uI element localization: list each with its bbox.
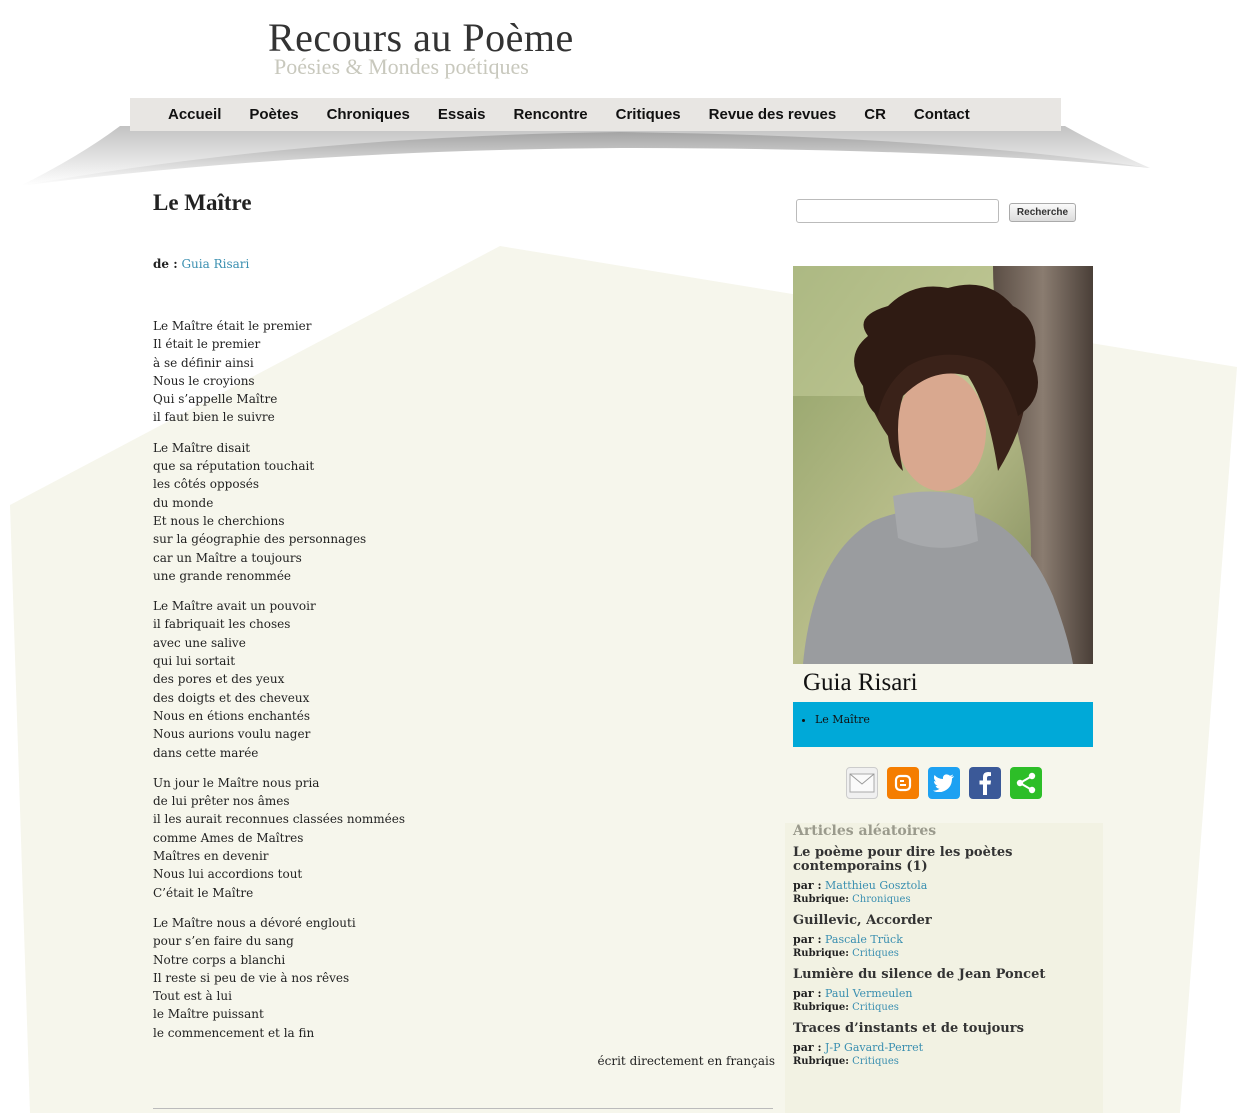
nav-critiques[interactable]: Critiques: [615, 106, 681, 123]
nav-cr[interactable]: CR: [864, 106, 886, 123]
rubric-label: Rubrique:: [793, 1056, 849, 1067]
poem-line: Nous le croyions: [153, 373, 255, 388]
random-article-item: [793, 1022, 1095, 1069]
poem-line: du monde: [153, 495, 214, 510]
random-article-rubric: [793, 893, 1095, 907]
author-link[interactable]: Guia Risari: [181, 257, 250, 271]
poem-line: Un jour le Maître nous pria: [153, 775, 320, 790]
random-article-title[interactable]: Le poème pour dire les poètes contemporains (1): [793, 845, 1013, 874]
article: [153, 190, 775, 1068]
random-article-byline: [793, 987, 1095, 1001]
random-article-author[interactable]: J-P Gavard-Perret: [825, 1041, 924, 1054]
search-button[interactable]: Recherche: [1009, 203, 1076, 222]
rubric-label: Rubrique:: [793, 894, 849, 905]
random-articles-heading: Articles aléatoires: [793, 823, 937, 839]
nav-revue-des-revues[interactable]: Revue des revues: [708, 106, 837, 123]
nav-essais[interactable]: Essais: [437, 106, 486, 123]
site-title[interactable]: Recours au Poème: [268, 15, 574, 60]
poem-line: à se définir ainsi: [153, 355, 254, 370]
poem-line: Maîtres en devenir: [153, 849, 269, 864]
poem-line: Le Maître nous a dévoré englouti: [153, 915, 356, 930]
byline-label: de :: [153, 257, 178, 271]
random-article-rubric: [793, 947, 1095, 961]
poem-line: car un Maître a toujours: [153, 550, 302, 565]
share-bar: [846, 767, 1042, 799]
random-article-item: [793, 846, 1095, 907]
poem-line: Le Maître était le premier: [153, 319, 312, 333]
poem-line: Nous en étions enchantés: [153, 708, 311, 723]
poem-line: le commencement et la fin: [153, 1025, 315, 1040]
poem-line: Nous aurions voulu nager: [153, 727, 311, 742]
poem-line: une grande renommée: [153, 568, 292, 583]
poem-line: qui lui sortait: [153, 654, 236, 669]
twitter-icon[interactable]: [928, 767, 960, 799]
poem-line: Tout est à lui: [153, 989, 232, 1004]
poem-line: que sa réputation touchait: [153, 459, 315, 474]
random-article-title[interactable]: Lumière du silence de Jean Poncet: [793, 967, 1046, 982]
poem-line: Notre corps a blanchi: [153, 952, 286, 967]
random-article-item: [793, 914, 1095, 961]
main-nav: [130, 98, 1061, 131]
random-article-byline: [793, 1041, 1095, 1055]
language-note: écrit directement en français: [597, 1053, 775, 1068]
poem-line: Qui s’appelle Maître: [153, 392, 278, 407]
random-article-rubric-link[interactable]: Critiques: [852, 1056, 899, 1067]
article-title: Le Maître: [153, 190, 252, 215]
poem-stanza: [153, 317, 775, 427]
divider: [153, 1108, 773, 1109]
poem-stanza: [153, 914, 775, 1042]
nav-rencontre[interactable]: Rencontre: [513, 106, 588, 123]
nav-chroniques[interactable]: Chroniques: [326, 106, 410, 123]
poem-line: il les aurait reconnues classées nommées: [153, 812, 405, 827]
poem-line: le Maître puissant: [153, 1007, 264, 1022]
poem-line: pour s’en faire du sang: [153, 934, 294, 949]
poem: [153, 317, 775, 1042]
random-article-title[interactable]: Traces d’instants et de toujours: [793, 1021, 1024, 1036]
nav-poetes[interactable]: Poètes: [249, 106, 299, 123]
poem-stanza: [153, 597, 775, 762]
nav-contact[interactable]: Contact: [913, 106, 970, 123]
random-article-rubric-link[interactable]: Critiques: [852, 948, 899, 959]
share-icon[interactable]: [1010, 767, 1042, 799]
poem-line: Nous lui accordions tout: [153, 867, 303, 882]
random-article-rubric: [793, 1055, 1095, 1069]
poem-line: C’était le Maître: [153, 885, 254, 900]
author-photo: [793, 266, 1093, 664]
random-article-title[interactable]: Guillevic, Accorder: [793, 913, 932, 928]
byline: [153, 257, 775, 271]
poem-line: de lui prêter nos âmes: [153, 794, 290, 809]
by-label: par :: [793, 1041, 822, 1054]
poem-line: Et nous le cherchions: [153, 513, 285, 528]
email-icon[interactable]: [846, 767, 878, 799]
by-label: par :: [793, 987, 822, 1000]
poem-line: comme Ames de Maîtres: [153, 830, 304, 845]
random-article-rubric: [793, 1001, 1095, 1015]
poem-line: il faut bien le suivre: [153, 410, 275, 425]
poem-line: Le Maître avait un pouvoir: [153, 599, 316, 614]
by-label: par :: [793, 933, 822, 946]
facebook-icon[interactable]: [969, 767, 1001, 799]
random-articles: [785, 823, 1103, 1113]
author-name: Guia Risari: [803, 669, 918, 696]
search-input[interactable]: [796, 199, 999, 223]
site-subtitle: Poésies & Mondes poétiques: [274, 54, 529, 79]
poem-line: des doigts et des cheveux: [153, 690, 310, 705]
blogger-icon[interactable]: [887, 767, 919, 799]
rubric-label: Rubrique:: [793, 1002, 849, 1013]
random-article-byline: [793, 933, 1095, 947]
author-works-box: [793, 702, 1093, 747]
poem-line: Le Maître disait: [153, 440, 251, 455]
poem-stanza: [153, 774, 775, 902]
poem-line: Il reste si peu de vie à nos rêves: [153, 970, 350, 985]
poem-line: avec une salive: [153, 635, 246, 650]
poem-stanza: [153, 439, 775, 585]
random-article-item: [793, 968, 1095, 1015]
poem-line: dans cette marée: [153, 745, 259, 760]
author-work-link[interactable]: • Le Maître: [815, 713, 1093, 726]
random-article-author[interactable]: Pascale Trück: [825, 933, 903, 946]
rubric-label: Rubrique:: [793, 948, 849, 959]
random-article-author[interactable]: Matthieu Gosztola: [825, 879, 928, 892]
random-article-byline: [793, 879, 1095, 893]
by-label: par :: [793, 879, 822, 892]
poem-line: sur la géographie des personnages: [153, 532, 367, 547]
nav-accueil[interactable]: Accueil: [168, 106, 222, 123]
random-article-author[interactable]: Paul Vermeulen: [825, 987, 913, 1000]
random-article-rubric-link[interactable]: Critiques: [852, 1002, 899, 1013]
poem-line: des pores et des yeux: [153, 672, 285, 687]
poem-line: Il était le premier: [153, 337, 261, 352]
random-article-rubric-link[interactable]: Chroniques: [852, 894, 911, 905]
poem-line: les côtés opposés: [153, 477, 259, 492]
poem-line: il fabriquait les choses: [153, 617, 291, 632]
